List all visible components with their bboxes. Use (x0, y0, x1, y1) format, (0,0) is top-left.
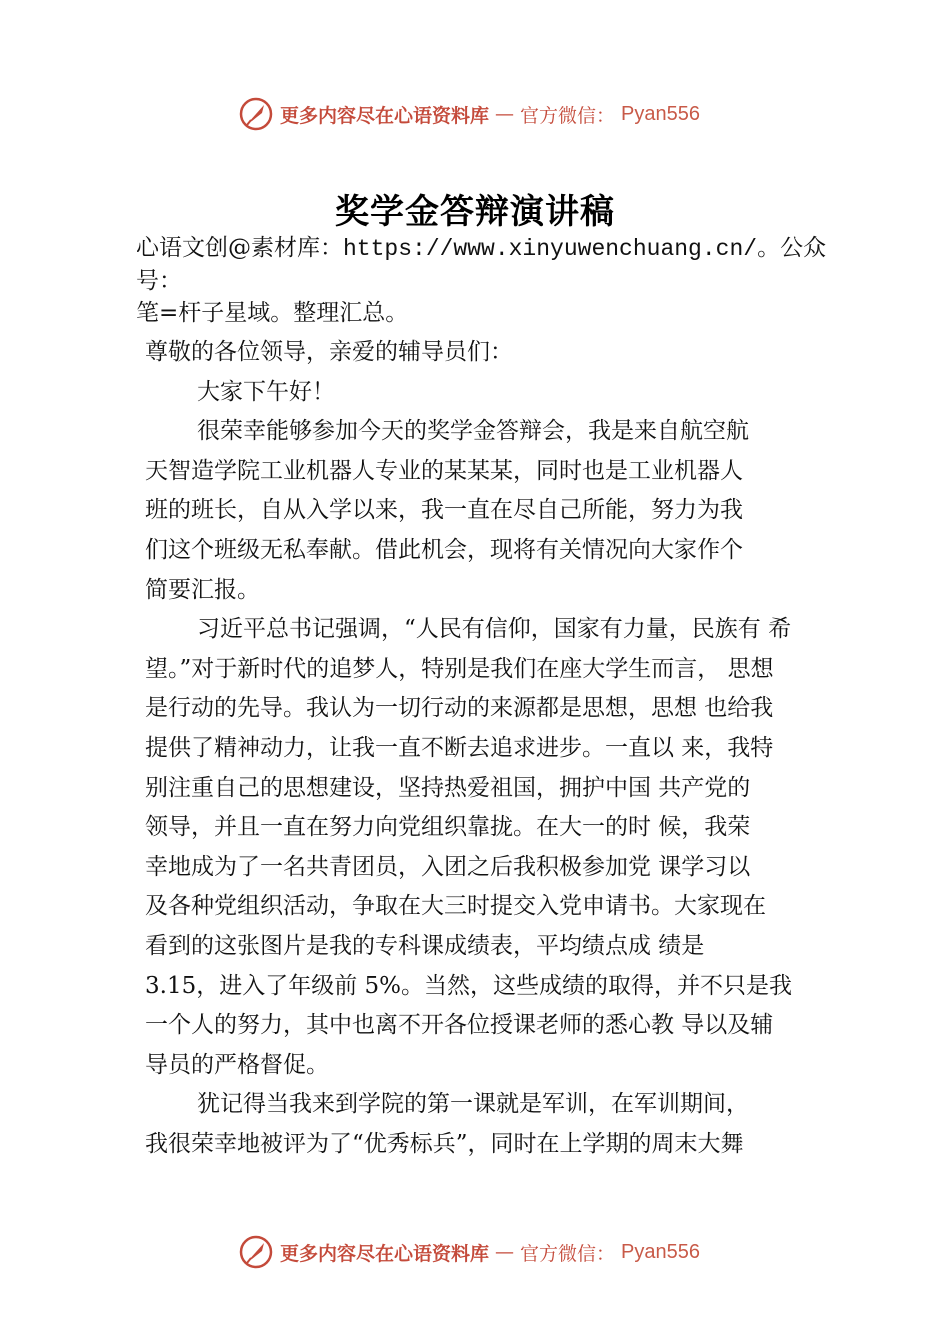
banner-separator: — (495, 1241, 515, 1263)
footer-watermark-banner (238, 1232, 700, 1272)
paragraph-1-line: 们这个班级无私奉献。借此机会，现将有关情况向大家作个 (145, 536, 743, 563)
banner-brand-text: 更多内容尽在心语资料库 (280, 104, 490, 127)
paragraph-2-line: 导员的严格督促。 (145, 1051, 329, 1078)
paragraph-3-line: 我很荣幸地被评为了“优秀标兵”，同时在上学期的周末大舞 (145, 1130, 744, 1157)
paragraph-2-line: 望。”对于新时代的追梦人，特别是我们在座大学生而言， 思想 (145, 655, 774, 682)
paragraph-2-line: 及各种党组织活动，争取在大三时提交入党申请书。大家现在 (145, 893, 766, 920)
speech-body (145, 333, 835, 1164)
source-prefix: 心语文创@素材库： (136, 235, 343, 261)
banner-wechat-id: Pyan556 (621, 102, 700, 125)
header-watermark-banner (238, 94, 700, 134)
banner-separator: — (495, 103, 515, 125)
paragraph-2-line: 领导，并且一直在努力向党组织靠拢。在大一的时 候，我荣 (145, 814, 751, 841)
source-note (136, 232, 860, 329)
paragraph-1-line: 班的班长，自从入学以来，我一直在尽自己所能，努力为我 (145, 497, 743, 524)
banner-label: 官方微信： (520, 104, 616, 127)
banner-wechat-id: Pyan556 (621, 1240, 700, 1263)
paragraph-3-line: 犹记得当我来到学院的第一课就是军训，在军训期间， (197, 1091, 749, 1118)
paragraph-1-line: 天智造学院工业机器人专业的某某某，同时也是工业机器人 (145, 457, 743, 484)
hello-line: 大家下午好！ (197, 378, 335, 405)
document-title: 奖学金答辩演讲稿 (335, 192, 615, 232)
paragraph-2-line: 是行动的先导。我认为一切行动的来源都是思想，思想 也给我 (145, 695, 774, 722)
source-url[interactable]: https://www.xinyuwenchuang.cn/ (343, 236, 758, 262)
source-line-1 (136, 232, 860, 297)
banner-brand-text: 更多内容尽在心语资料库 (280, 1242, 490, 1265)
source-suffix: 。公众号： (136, 235, 827, 294)
paragraph-2-line: 3.15，进入了年级前 5%。当然，这些成绩的取得，并不只是我 (145, 972, 793, 999)
source-line-2: 笔=杆子星域。整理汇总。 (136, 300, 409, 326)
quill-logo-icon (238, 96, 274, 132)
paragraph-2-line: 提供了精神动力，让我一直不断去追求进步。一直以 来，我特 (145, 734, 774, 761)
paragraph-2-line: 看到的这张图片是我的专科课成绩表，平均绩点成 绩是 (145, 932, 705, 959)
paragraph-1-line: 很荣幸能够参加今天的奖学金答辩会，我是来自航空航 (197, 418, 749, 445)
paragraph-2-line: 幸地成为了一名共青团员，入团之后我积极参加党 课学习以 (145, 853, 751, 880)
paragraph-2-line: 一个人的努力，其中也离不开各位授课老师的悉心教 导以及辅 (145, 1012, 774, 1039)
banner-label: 官方微信： (520, 1242, 616, 1265)
quill-logo-icon (238, 1234, 274, 1270)
paragraph-2-line: 习近平总书记强调，“人民有信仰，国家有力量，民族有 希 (197, 616, 792, 643)
paragraph-2-line: 别注重自己的思想建设，坚持热爱祖国，拥护中国 共产党的 (145, 774, 751, 801)
paragraph-1-line: 简要汇报。 (145, 576, 260, 603)
greeting-line: 尊敬的各位领导，亲爱的辅导员们： (145, 339, 513, 365)
